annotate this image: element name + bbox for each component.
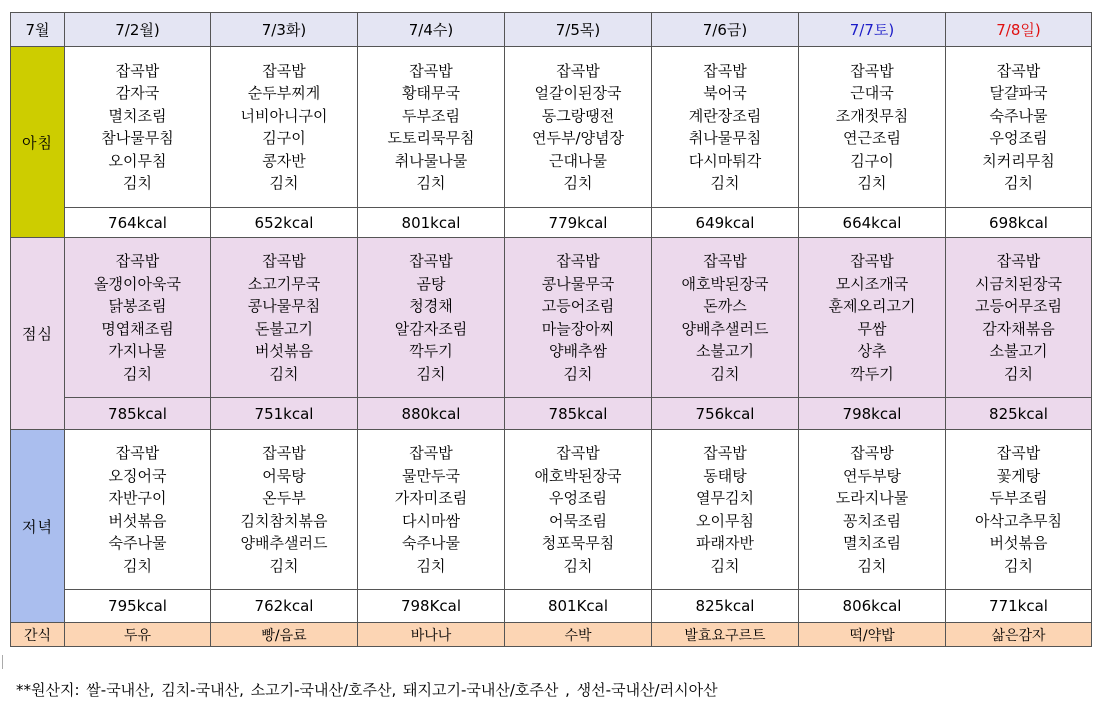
menu-item: 잡곡밥 [262, 61, 306, 80]
meal-label-breakfast: 아침 [11, 47, 65, 238]
menu-item: 고등어조림 [541, 297, 615, 315]
dinner-kcal-row [11, 590, 1092, 623]
menu-item: 김치 [1004, 556, 1033, 575]
day-header: 7/6금) [652, 13, 799, 47]
menu-item: 숙주나물 [108, 534, 167, 552]
snack-item: 바나나 [358, 623, 505, 647]
menu-item: 취나물무침 [688, 129, 762, 147]
month-label: 7월 [11, 13, 65, 47]
menu-item: 버섯볶음 [108, 511, 167, 530]
menu-item: 콩나물무침 [247, 297, 321, 315]
kcal-value: 825kcal [946, 398, 1092, 430]
menu-cell [652, 430, 799, 590]
snack-item: 두유 [65, 623, 211, 647]
menu-item: 잡곡밥 [556, 444, 600, 462]
kcal-value: 762kcal [211, 590, 358, 623]
menu-item: 우엉조림 [989, 129, 1048, 147]
menu-item: 계란장조림 [688, 106, 762, 125]
menu-item: 동태탕 [703, 466, 747, 485]
menu-cell [65, 238, 211, 398]
day-header: 7/3화) [211, 13, 358, 47]
menu-item: 잡곡밥 [409, 61, 453, 80]
menu-item: 상추 [857, 342, 887, 360]
day-header: 7/2월) [65, 13, 211, 47]
menu-cell [799, 47, 946, 208]
menu-item: 김치 [416, 556, 446, 575]
menu-item: 잡곡밥 [262, 252, 306, 270]
menu-cell [946, 238, 1092, 398]
kcal-value: 806kcal [799, 590, 946, 623]
menu-item: 잡곡밥 [556, 61, 600, 80]
kcal-value: 652kcal [211, 208, 358, 238]
menu-cell [799, 238, 946, 398]
menu-item: 어묵조림 [549, 511, 607, 530]
kcal-value: 825kcal [652, 590, 799, 623]
menu-item: 취나물나물 [394, 151, 468, 170]
menu-item: 잡곡밥 [409, 252, 453, 270]
menu-item: 알감자조림 [394, 319, 468, 338]
menu-cell [946, 47, 1092, 208]
menu-cell [211, 47, 358, 208]
menu-item: 황태무국 [402, 84, 460, 102]
breakfast-menu-row [11, 47, 1092, 208]
kcal-value: 801kcal [358, 208, 505, 238]
menu-item: 잡곡밥 [409, 444, 453, 462]
kcal-value: 664kcal [799, 208, 946, 238]
menu-item: 마늘장아찌 [541, 319, 615, 338]
menu-cell [505, 238, 652, 398]
snack-item: 발효요구르트 [652, 623, 799, 647]
menu-item: 어묵탕 [262, 466, 306, 485]
menu-item: 김치참치볶음 [240, 511, 328, 530]
menu-cell [358, 430, 505, 590]
menu-item: 가지나물 [108, 342, 167, 360]
menu-item: 잡곡밥 [703, 61, 747, 80]
menu-item: 도라지나물 [835, 489, 909, 507]
menu-item: 김치 [269, 556, 299, 575]
origin-note: **원산지: 쌀-국내산, 김치-국내산, 소고기-국내산/호주산, 돼지고기-국내산/호주산 , 생선-국내산/러시아산 [16, 681, 718, 699]
menu-item: 잡곡밥 [996, 61, 1041, 80]
menu-item: 돈불고기 [255, 319, 313, 338]
menu-item: 아삭고추무침 [975, 511, 1062, 530]
menu-item: 오이무침 [108, 151, 167, 170]
menu-item: 참나물무침 [101, 129, 174, 147]
day-header: 7/5목) [505, 13, 652, 47]
menu-item: 양배추샐러드 [681, 319, 769, 338]
menu-item: 숙주나물 [402, 534, 460, 552]
menu-item: 소고기무국 [247, 274, 321, 293]
kcal-value: 649kcal [652, 208, 799, 238]
menu-item: 돈까스 [703, 297, 747, 315]
menu-item: 조개젓무침 [835, 106, 909, 125]
menu-item: 잡곡밥 [115, 61, 160, 80]
menu-item: 잡곡밥 [996, 252, 1041, 270]
menu-item: 시금치된장국 [975, 274, 1062, 293]
kcal-value: 798Kcal [358, 590, 505, 623]
menu-item: 올갱이아욱국 [94, 274, 181, 293]
menu-item: 잡곡밥 [703, 444, 747, 462]
menu-item: 소불고기 [989, 342, 1048, 360]
breakfast-kcal-row [11, 208, 1092, 238]
menu-item: 오징어국 [108, 466, 167, 485]
menu-item: 훈제오리고기 [828, 297, 916, 315]
menu-cell [65, 430, 211, 590]
header-row [11, 13, 1092, 47]
menu-item: 김치 [123, 556, 152, 575]
weekly-menu-table [10, 12, 1092, 647]
menu-item: 김치 [269, 174, 299, 192]
menu-item: 잡곡밥 [703, 252, 747, 270]
menu-item: 달걀파국 [989, 84, 1048, 102]
menu-item: 깍두기 [850, 364, 894, 383]
menu-item: 잡곡밥 [115, 444, 160, 462]
menu-item: 김치 [416, 364, 446, 383]
kcal-value: 698kcal [946, 208, 1092, 238]
menu-item: 도토리묵무침 [387, 129, 475, 147]
kcal-value: 801Kcal [505, 590, 652, 623]
menu-item: 자반구이 [108, 489, 167, 507]
menu-item: 온두부 [262, 489, 306, 507]
kcal-value: 795kcal [65, 590, 211, 623]
menu-item: 고등어무조림 [975, 297, 1062, 315]
menu-item: 김치 [416, 174, 446, 192]
menu-cell [358, 238, 505, 398]
menu-item: 김치 [1004, 174, 1033, 192]
menu-item: 애호박된장국 [534, 466, 622, 485]
menu-item: 북어국 [703, 84, 747, 102]
menu-item: 잡곡밥 [115, 252, 160, 270]
meal-label-dinner: 저녁 [11, 430, 65, 623]
meal-label-snack: 간식 [11, 623, 65, 647]
menu-item: 꽁치조림 [843, 511, 901, 530]
day-header-sunday: 7/8일) [946, 13, 1092, 47]
menu-item: 김치 [563, 174, 593, 192]
menu-cell [505, 430, 652, 590]
kcal-value: 751kcal [211, 398, 358, 430]
menu-item: 잡곡밥 [850, 61, 894, 80]
menu-item: 양배추샐러드 [240, 534, 328, 552]
menu-item: 곰탕 [416, 274, 446, 293]
snack-item: 빵/음료 [211, 623, 358, 647]
menu-item: 두부조림 [989, 489, 1048, 507]
lunch-menu-row [11, 238, 1092, 398]
menu-item: 잡곡밥 [996, 444, 1041, 462]
menu-item: 김치 [857, 556, 887, 575]
menu-item: 김치 [269, 364, 299, 383]
menu-item: 연근조림 [843, 129, 901, 147]
menu-cell [652, 238, 799, 398]
menu-item: 오이무침 [696, 511, 754, 530]
menu-item: 근대나물 [549, 151, 607, 170]
menu-item: 김치 [123, 364, 152, 383]
menu-item: 감자국 [115, 84, 160, 102]
menu-cell [652, 47, 799, 208]
kcal-value: 756kcal [652, 398, 799, 430]
menu-item: 열무김치 [696, 489, 754, 507]
kcal-value: 785kcal [505, 398, 652, 430]
dinner-menu-row [11, 430, 1092, 590]
menu-item: 김치 [563, 364, 593, 383]
menu-item: 잡곡방 [850, 444, 894, 462]
menu-item: 김치 [710, 174, 740, 192]
snack-row [11, 623, 1092, 647]
menu-item: 소불고기 [696, 342, 754, 360]
menu-item: 다시마쌈 [402, 511, 460, 530]
menu-item: 너비아니구이 [240, 106, 328, 125]
snack-item: 삶은감자 [946, 623, 1092, 647]
menu-item: 꽃게탕 [996, 466, 1041, 485]
menu-item: 깍두기 [409, 342, 453, 360]
menu-item: 닭봉조림 [108, 297, 167, 315]
kcal-value: 880kcal [358, 398, 505, 430]
menu-item: 순두부찌게 [247, 84, 321, 102]
menu-cell [799, 430, 946, 590]
meal-label-lunch: 점심 [11, 238, 65, 430]
menu-item: 잡곡밥 [850, 252, 894, 270]
menu-item: 콩나물무국 [541, 274, 615, 293]
menu-item: 다시마튀각 [688, 151, 762, 170]
menu-item: 김구이 [850, 151, 894, 170]
menu-item: 연두부/양념장 [532, 129, 624, 147]
menu-item: 청경채 [409, 297, 453, 315]
menu-item: 얼갈이된장국 [534, 84, 622, 102]
menu-cell [211, 430, 358, 590]
divider-mark [2, 655, 3, 669]
menu-item: 명엽채조림 [101, 319, 174, 338]
menu-item: 김치 [123, 174, 152, 192]
menu-item: 콩자반 [262, 151, 306, 170]
kcal-value: 764kcal [65, 208, 211, 238]
menu-item: 파래자반 [696, 534, 754, 552]
menu-item: 물만두국 [402, 466, 460, 485]
menu-item: 김치 [710, 556, 740, 575]
kcal-value: 771kcal [946, 590, 1092, 623]
menu-item: 김치 [710, 364, 740, 383]
menu-cell [358, 47, 505, 208]
menu-item: 감자채볶음 [982, 319, 1055, 338]
menu-item: 숙주나물 [989, 106, 1048, 125]
menu-item: 김치 [1004, 364, 1033, 383]
menu-item: 버섯볶음 [255, 342, 313, 360]
menu-item: 청포묵무침 [541, 534, 615, 552]
menu-item: 근대국 [850, 84, 894, 102]
menu-item: 무쌈 [857, 319, 887, 338]
menu-item: 멸치조림 [843, 534, 901, 552]
kcal-value: 798kcal [799, 398, 946, 430]
menu-cell [946, 430, 1092, 590]
menu-item: 두부조림 [402, 106, 460, 125]
kcal-value: 779kcal [505, 208, 652, 238]
menu-item: 김구이 [262, 129, 306, 147]
menu-cell [65, 47, 211, 208]
menu-item: 애호박된장국 [681, 274, 769, 293]
menu-item: 치커리무침 [982, 151, 1055, 170]
kcal-value: 785kcal [65, 398, 211, 430]
menu-item: 김치 [563, 556, 593, 575]
day-header: 7/4수) [358, 13, 505, 47]
menu-item: 우엉조림 [549, 489, 607, 507]
menu-cell [211, 238, 358, 398]
snack-item: 떡/약밥 [799, 623, 946, 647]
menu-item: 모시조개국 [835, 274, 909, 293]
menu-item: 양배추쌈 [549, 342, 607, 360]
menu-item: 김치 [857, 174, 887, 192]
lunch-kcal-row [11, 398, 1092, 430]
menu-item: 가자미조림 [394, 489, 468, 507]
menu-item: 동그랑땡전 [541, 106, 615, 125]
menu-item: 잡곡밥 [556, 252, 600, 270]
menu-item: 버섯볶음 [989, 534, 1048, 552]
menu-item: 잡곡밥 [262, 444, 306, 462]
menu-item: 연두부탕 [843, 466, 901, 485]
menu-cell [505, 47, 652, 208]
snack-item: 수박 [505, 623, 652, 647]
menu-item: 멸치조림 [108, 106, 167, 125]
day-header-saturday: 7/7토) [799, 13, 946, 47]
